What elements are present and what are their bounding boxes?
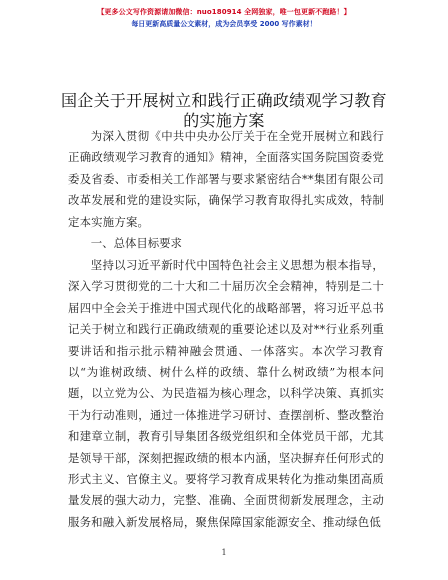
document-title-line-2: 的实施方案 bbox=[183, 111, 265, 130]
document-title-line-1: 国企关于开展树立和践行正确政绩观学习教育 bbox=[60, 91, 387, 110]
page-number: 1 bbox=[221, 548, 227, 557]
section-body-paragraph: 坚持以习近平新时代中国特色社会主义思想为根本指导，深入学习贯彻党的二十大和二十届历次全会精神，特别是二十届四中全会关于推进中国式现代化的战略部署，将习近平总书记关于树立和践行正确政绩观的重要论述以及对**行业系列重要讲话和指示批示精神融会贯通、一体落实。本次学习教育以“为谁树政绩、树什么样的政绩、靠什么树政绩”为根本问题，以立党为公、为民造福为核心理念，以科学决策、真抓实干为行动准则，通过一体推进学习研讨、查摆剖析、整改整治和建章立制，教育引导集团各级党组织和全体党员干部，尤其是领导干部，深刻把握政绩的根本内涵，坚决摒弃任何形式的形式主义、官僚主义。要将学习教育成果转化为推动集团高质量发展的强大动力，完整、准确、全面贯彻新发展理念，主动服务和融入新发展格局，聚焦保障国家能源安全、推动绿色低 bbox=[68, 258, 384, 529]
promo-banner-line-1: 【更多公文写作资源请加微信：nuo180914 全网独家，唯一包更新不跑路！】 bbox=[97, 8, 351, 16]
promo-banner-line-2: 每日更新高质量公文素材，成为会员享受 2000 写作素材！ bbox=[131, 20, 317, 28]
intro-paragraph: 为深入贯彻《中共中央办公厅关于在全党开展树立和践行正确政绩观学习教育的通知》精神，全面落实国务院国资委党委及省委、市委相关工作部署与要求紧密结合**集团有限公司改革发展和党的建设实际，确保学习教育取得扎实成效，特制定本实施方案。 bbox=[68, 129, 384, 229]
section-heading-overall-goals: 一、总体目标要求 bbox=[90, 236, 182, 250]
